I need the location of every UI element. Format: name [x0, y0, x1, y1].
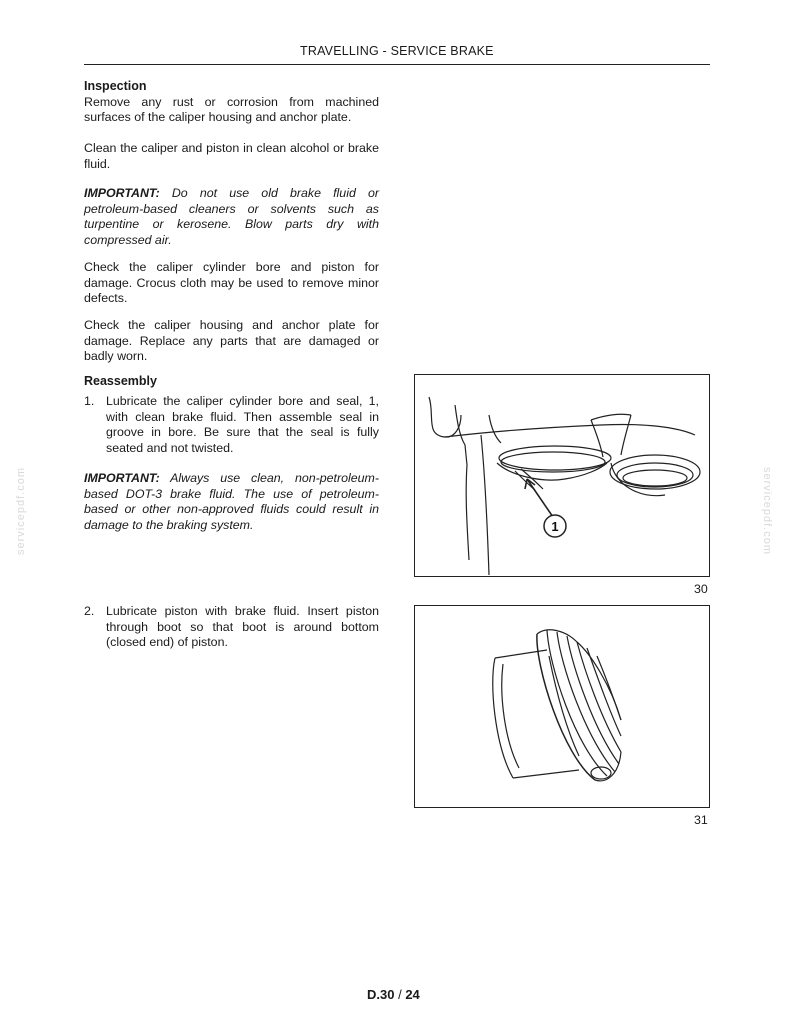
inspection-section [84, 79, 379, 126]
reassembly-heading: Reassembly [84, 374, 157, 388]
important-label: IMPORTANT: [84, 186, 160, 200]
inspection-paragraph-1: Remove any rust or corrosion from machined surfaces of the caliper housing and anchor plate. [84, 94, 379, 124]
piston-boot-drawing [415, 606, 709, 807]
figure-30-caliper-seal-illustration [414, 374, 710, 577]
step-number: 2. [84, 604, 95, 618]
inspection-paragraph-4: Check the caliper housing and anchor plate for damage. Replace any parts that are damaged or badly worn. [84, 318, 379, 363]
step-2 [84, 604, 379, 652]
header-divider [84, 64, 710, 65]
step-1 [84, 394, 379, 458]
inspection-paragraph-2: Clean the caliper and piston in clean alcohol or brake fluid. [84, 141, 379, 171]
watermark-left: servicepdf.com [14, 467, 27, 555]
callout-1-label: 1 [551, 519, 559, 534]
important-text: Do not use old brake fluid or petroleum-based cleaners or solvents such as turpentine or kerosene. Blow parts dry with compressed air. [84, 186, 379, 247]
important-note-1 [84, 186, 379, 248]
step-text: Lubricate the caliper cylinder bore and seal, 1, with clean brake fluid. Then assemble seal in groove in bore. Be sure that the seal is fully seated and not twisted. [106, 394, 379, 455]
footer-section: D.30 [367, 987, 395, 1002]
caliper-seal-drawing [415, 375, 709, 576]
inspection-heading: Inspection [84, 79, 147, 93]
watermark-right: servicepdf.com [760, 467, 773, 555]
footer-separator: / [394, 987, 406, 1002]
important-label: IMPORTANT: [84, 471, 160, 485]
figure-31-number: 31 [694, 813, 708, 827]
step-text: Lubricate piston with brake fluid. Insert piston through boot so that boot is around bottom (closed end) of piston. [106, 604, 379, 649]
important-text: Always use clean, non-petroleum-based DOT-3 brake fluid. The use of petroleum-based or other non-approved fluids could result in damage to the braking system. [84, 471, 379, 532]
important-note-2 [84, 471, 379, 533]
figure-31-piston-boot-illustration [414, 605, 710, 808]
step-number: 1. [84, 394, 95, 408]
figure-30-number: 30 [694, 582, 708, 596]
inspection-paragraph-3: Check the caliper cylinder bore and piston for damage. Crocus cloth may be used to remove minor defects. [84, 260, 379, 305]
page-header-title: TRAVELLING - SERVICE BRAKE [300, 44, 494, 58]
footer-page-number: 24 [405, 987, 420, 1002]
page-footer [367, 987, 420, 1002]
